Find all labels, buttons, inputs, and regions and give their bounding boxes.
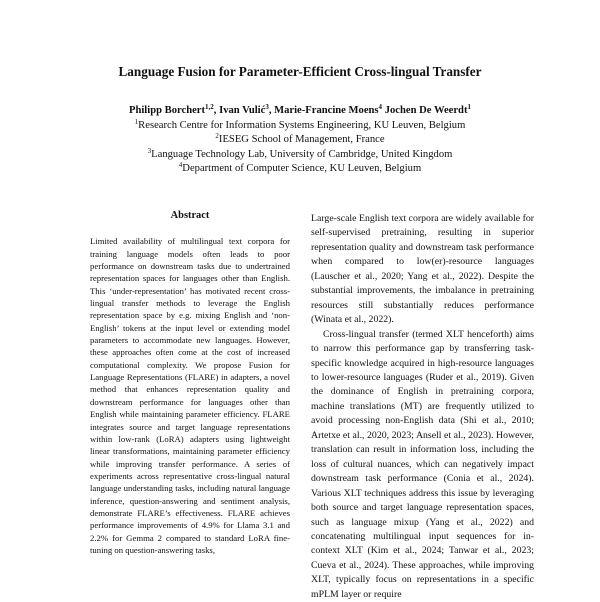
author-block <box>0 104 600 177</box>
author-name: Ivan Vulić <box>219 105 266 116</box>
affiliation <box>0 162 600 177</box>
affiliation-sup: 3 <box>147 146 152 155</box>
affiliation-text: Research Centre for Information Systems Engineering, KU Leuven, Belgium <box>138 119 466 131</box>
affiliation-sup: 4 <box>178 161 183 170</box>
right-column <box>311 212 534 602</box>
author-names <box>0 104 600 119</box>
affiliation <box>0 133 600 148</box>
author-affil-sup: 1 <box>467 103 471 111</box>
affiliation <box>0 119 600 134</box>
author-separator: , <box>268 105 275 116</box>
author-name: Marie-Francine Moens <box>274 105 379 116</box>
intro-paragraph: Large-scale English text corpora are widely available for self-supervised pretraining, resulting in superior representation quality and downstream task performance when compared to low(er)-resource languages (Lauscher et al., 2020; Yang et al., 2022). Despite the substantial improvements, the imbalance in pretraining resources still substantially reduces performance (Winata et al., 2022). <box>311 213 534 326</box>
author-name: Jochen De Weerdt <box>384 105 468 116</box>
author-affil-sup: 3 <box>265 103 269 111</box>
abstract-heading: Abstract <box>170 210 210 221</box>
affiliation-text: Department of Computer Science, KU Leuven, Belgium <box>182 163 422 175</box>
author-affil-sup: 4 <box>378 103 383 111</box>
intro-paragraph: Cross-lingual transfer (termed XLT henceforth) aims to narrow this performance gap by transferring task-specific knowledge acquired in high-resource languages to lower-resource languages (Ruder et al., 2019). Given the dominance of English in pretraining corpora, machine translations (MT) are frequently utilized to avoid processing non-English data (Shi et al., 2010; Artetxe et al., 2020, 2023; Ansell et al., 2023). However, translation can result in information loss, including the loss of cultural nuances, which can negatively impact downstream task performance (Conia et al., 2024). Various XLT techniques address this issue by leveraging both source and target language representation spaces, such as language mixup (Yang et al., 2022) and concatenating multilingual input sequences for in-context XLT (Kim et al., 2024; Tanwar et al., 2023; Cueva et al., 2024). These approaches, while improving XLT, typically focus on representations in a specific mPLM layer or require <box>311 328 534 600</box>
affiliation <box>0 148 600 163</box>
author-affil-sup: 1,2 <box>205 103 214 111</box>
affiliation-text: Language Technology Lab, University of Cambridge, United Kingdom <box>151 148 453 160</box>
left-column <box>90 210 290 556</box>
paper-title: Language Fusion for Parameter-Efficient Cross-lingual Transfer <box>118 64 482 79</box>
abstract-paragraph: Limited availability of multilingual text corpora for training language models often leads to poor performance on downstream tasks due to undertrained representation spaces for languages other than English. This ‘under-representation’ has motivated recent cross-lingual transfer methods to leverage the English representation space by e.g. mixing English and ‘non-English’ tokens at the input level or extending model parameters to accommodate new languages. However, these approaches often come at the cost of increased computational complexity. We propose Fusion for Language Representations (FLARE) in adapters, a novel method that enhances representation quality and downstream performance for languages other than English while maintaining parameter efficiency. FLARE integrates source and target language representations within low-rank (LoRA) adapters using lightweight linear transformations, maintaining parameter efficiency while improving transfer performance. A series of experiments across representative cross-lingual natural language understanding tasks, including natural language inference, question-answering and sentiment analysis, demonstrate FLARE’s effectiveness. FLARE achieves performance improvements of 4.9% for Llama 3.1 and 2.2% for Gemma 2 compared to standard LoRA fine-tuning on question-answering tasks, <box>90 236 290 555</box>
affiliation-text: IESEG School of Management, France <box>218 134 385 146</box>
author-name: Philipp Borchert <box>129 105 206 116</box>
abstract-body <box>90 235 290 556</box>
affiliation-sup: 2 <box>215 132 219 141</box>
affiliation-sup: 1 <box>134 117 139 126</box>
author-separator: , <box>213 105 220 116</box>
